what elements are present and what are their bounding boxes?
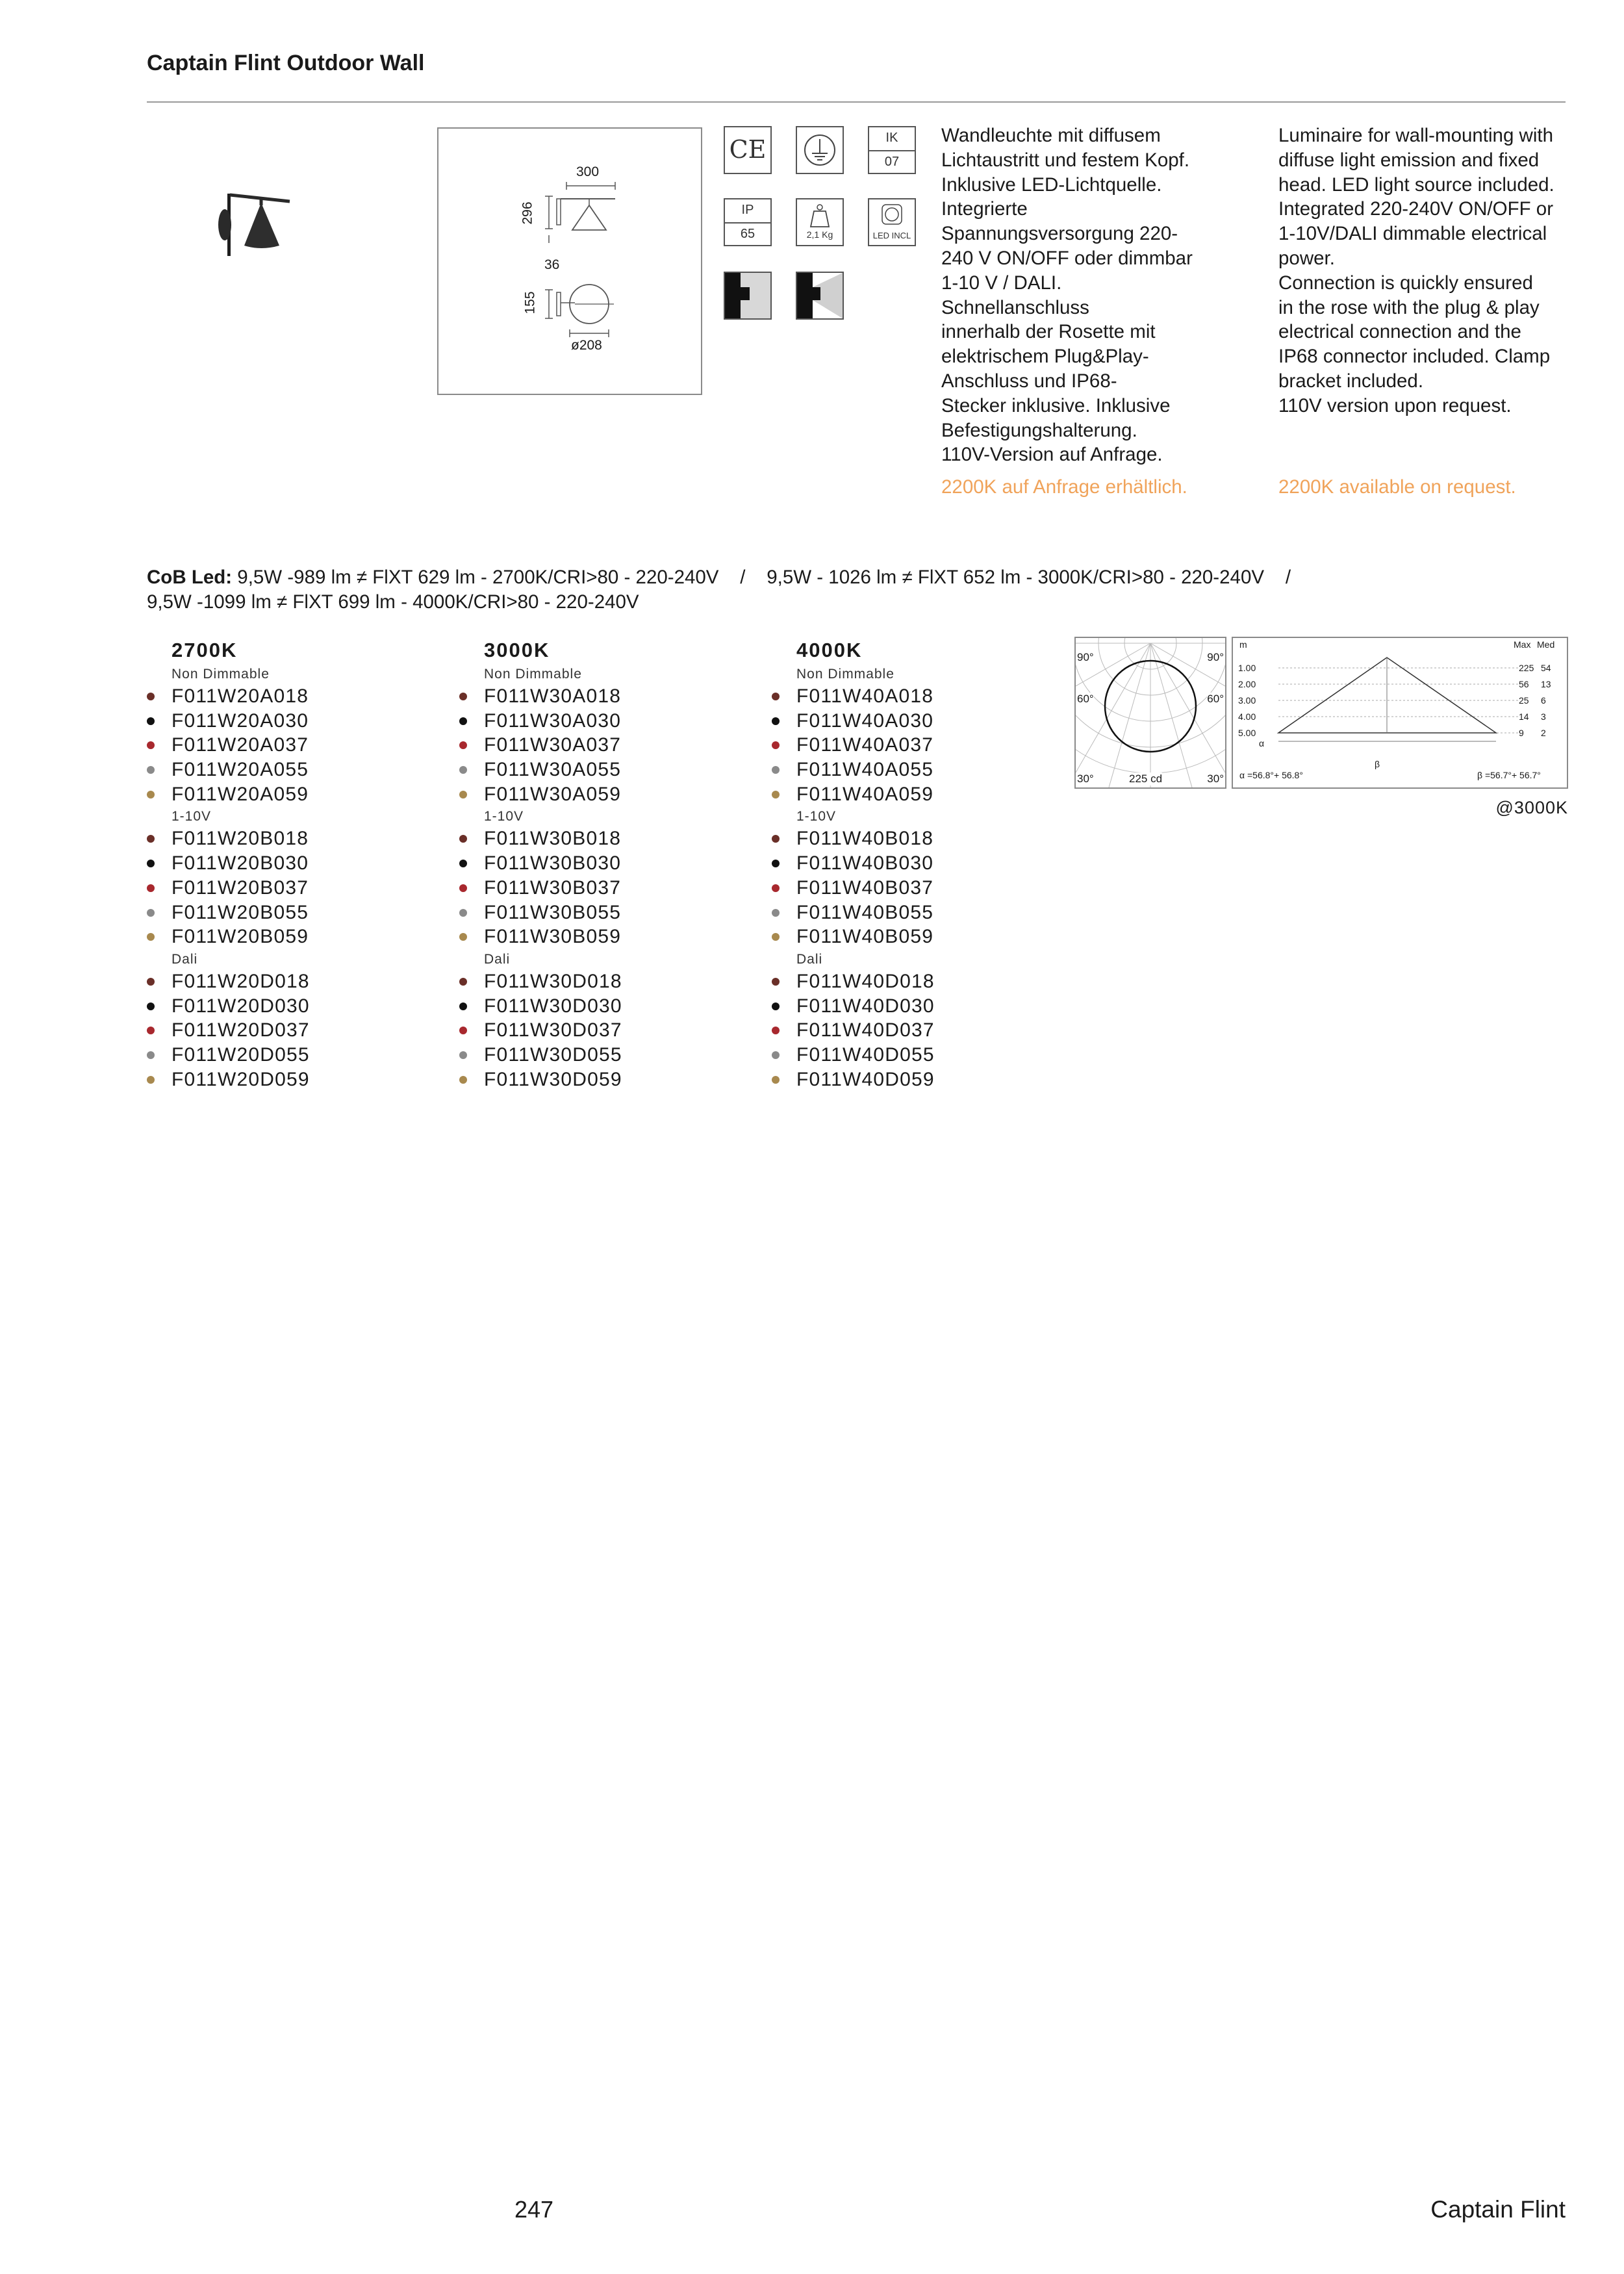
- list-item: F011W30B030: [459, 851, 758, 876]
- ik-rating-icon: IK 07: [868, 126, 916, 174]
- finish-swatch: [147, 884, 155, 892]
- list-item: F011W30D055: [459, 1043, 758, 1067]
- list-item: F011W40A030: [772, 709, 1071, 734]
- finish-swatch: [147, 791, 155, 798]
- list-item: F011W20B059: [147, 925, 446, 949]
- code-column-4000k: [772, 637, 1071, 1092]
- finish-swatch: [459, 933, 467, 941]
- list-item: F011W40A018: [772, 684, 1071, 709]
- led-included-icon: LED INCL: [868, 198, 916, 246]
- finish-swatch: [459, 1076, 467, 1084]
- light-cone-diagram: m Max Med 1.00 2.00 3.00 4.00 5.00 225 56 25 14 9 54 13 6 3 2 α β α =56.8°+ 56.8° β =56.7°+ 56.7°: [1232, 637, 1568, 789]
- list-item: F011W20A030: [147, 709, 446, 734]
- finish-swatch: [459, 766, 467, 774]
- list-item: F011W30A037: [459, 733, 758, 758]
- light-emission-icon: [724, 272, 772, 320]
- ip-rating-icon: IP 65: [724, 198, 772, 246]
- finish-swatch: [147, 835, 155, 843]
- finish-swatch: [459, 741, 467, 749]
- finish-swatch: [772, 741, 780, 749]
- list-item: F011W20D037: [147, 1018, 446, 1043]
- group-label: Dali: [171, 951, 198, 967]
- page-title: Captain Flint Outdoor Wall: [147, 51, 425, 75]
- column-temp: 2700K: [171, 639, 238, 661]
- list-item: F011W40D059: [772, 1067, 1071, 1092]
- finish-swatch: [147, 1051, 155, 1059]
- list-item: F011W30A018: [459, 684, 758, 709]
- list-item: F011W30A030: [459, 709, 758, 734]
- finish-swatch: [459, 860, 467, 867]
- finish-swatch: [459, 978, 467, 986]
- list-item: F011W40D055: [772, 1043, 1071, 1067]
- code-column-3000k: [459, 637, 758, 1092]
- finish-swatch: [459, 1003, 467, 1010]
- finish-swatch: [147, 909, 155, 917]
- product-image: [207, 187, 298, 265]
- finish-swatch: [772, 717, 780, 725]
- group-label: 1-10V: [171, 809, 212, 824]
- availability-note-en: 2200K available on request.: [1278, 476, 1516, 498]
- header-divider: [147, 101, 1566, 103]
- finish-swatch: [459, 717, 467, 725]
- finish-swatch: [772, 978, 780, 986]
- finish-swatch: [772, 1051, 780, 1059]
- group-label: Non Dimmable: [171, 667, 270, 682]
- list-item: F011W40B018: [772, 826, 1071, 851]
- list-item: F011W20D030: [147, 994, 446, 1019]
- finish-swatch: [147, 693, 155, 700]
- polar-light-diagram: 90° 90° 60° 60° 30° 30° 225 cd: [1074, 637, 1226, 789]
- dim-width: 300: [576, 164, 600, 179]
- finish-swatch: [459, 835, 467, 843]
- list-item: F011W20B030: [147, 851, 446, 876]
- finish-swatch: [147, 1027, 155, 1034]
- group-label: Non Dimmable: [796, 667, 894, 682]
- ground-symbol-icon: [796, 126, 844, 174]
- list-item: F011W40A059: [772, 782, 1071, 807]
- dim-height: 296: [520, 201, 535, 225]
- list-item: F011W40A037: [772, 733, 1071, 758]
- description-de: Wandleuchte mit diffusem Lichtaustritt und festem Kopf. Inklusive LED-Lichtquelle. Integrierte Spannungsversorgung 220- 240 V ON/OFF oder dimmbar 1-10 V / DALI. Schnellanschluss innerhalb der Rosette mit elektrischem Plug&Play- Anschluss und IP68- Stecker inklusive. Inklusive Befestigungshalterung. 110V-Version auf Anfrage. 2200K auf Anfrage erhältlich.: [941, 123, 1227, 500]
- list-item: F011W20A059: [147, 782, 446, 807]
- finish-swatch: [772, 1027, 780, 1034]
- list-item: F011W20B055: [147, 901, 446, 925]
- group-label: 1-10V: [796, 809, 837, 824]
- list-item: F011W20A055: [147, 758, 446, 782]
- list-item: F011W40D030: [772, 994, 1071, 1019]
- list-item: F011W40B030: [772, 851, 1071, 876]
- group-label: 1-10V: [484, 809, 524, 824]
- list-item: F011W30B037: [459, 876, 758, 901]
- finish-swatch: [147, 741, 155, 749]
- list-item: F011W20D055: [147, 1043, 446, 1067]
- finish-swatch: [772, 933, 780, 941]
- group-label: Dali: [796, 951, 823, 967]
- finish-swatch: [147, 766, 155, 774]
- finish-swatch: [459, 909, 467, 917]
- finish-swatch: [772, 791, 780, 798]
- group-label: Non Dimmable: [484, 667, 582, 682]
- finish-swatch: [772, 1076, 780, 1084]
- code-column-2700k: [147, 637, 446, 1092]
- weight-icon: 2,1 Kg: [796, 198, 844, 246]
- list-item: F011W40B059: [772, 925, 1071, 949]
- list-item: F011W40D037: [772, 1018, 1071, 1043]
- list-item: F011W20B037: [147, 876, 446, 901]
- finish-swatch: [772, 766, 780, 774]
- list-item: F011W30A059: [459, 782, 758, 807]
- finish-swatch: [147, 933, 155, 941]
- finish-swatch: [459, 884, 467, 892]
- list-item: F011W20B018: [147, 826, 446, 851]
- column-temp: 4000K: [796, 639, 863, 661]
- finish-swatch: [459, 1027, 467, 1034]
- finish-swatch: [772, 1003, 780, 1010]
- dimension-drawing: [437, 127, 702, 395]
- group-label: Dali: [484, 951, 511, 967]
- column-temp: 3000K: [484, 639, 550, 661]
- cob-led-specs: CoB Led: 9,5W -989 lm ≠ FlXT 629 lm - 2700K/CRI>80 - 220-240V / 9,5W - 1026 lm ≠ FlXT 652 lm - 3000K/CRI>80 - 220-240V / 9,5W -1099 lm ≠ FlXT 699 lm - 4000K/CRI>80 - 220-240V: [147, 567, 1291, 613]
- list-item: F011W20D059: [147, 1067, 446, 1092]
- dim-diameter: ø208: [571, 338, 602, 353]
- finish-swatch: [147, 717, 155, 725]
- ce-mark-icon: CE: [724, 126, 772, 174]
- finish-swatch: [772, 835, 780, 843]
- finish-swatch: [147, 978, 155, 986]
- list-item: F011W30D018: [459, 969, 758, 994]
- finish-swatch: [772, 884, 780, 892]
- list-item: F011W30B059: [459, 925, 758, 949]
- footer-title: Captain Flint: [1430, 2196, 1566, 2223]
- finish-swatch: [772, 693, 780, 700]
- finish-swatch: [459, 791, 467, 798]
- finish-swatch: [772, 860, 780, 867]
- list-item: F011W20D018: [147, 969, 446, 994]
- list-item: F011W20A018: [147, 684, 446, 709]
- photometry-cct-note: @3000K: [1495, 798, 1568, 817]
- finish-swatch: [147, 1076, 155, 1084]
- list-item: F011W20A037: [147, 733, 446, 758]
- dim-plate-height: 155: [522, 291, 538, 314]
- light-diffusion-icon: [796, 272, 844, 320]
- list-item: F011W40B037: [772, 876, 1071, 901]
- list-item: F011W40A055: [772, 758, 1071, 782]
- dim-depth: 36: [544, 257, 560, 272]
- list-item: F011W30B055: [459, 901, 758, 925]
- finish-swatch: [772, 909, 780, 917]
- list-item: F011W30D059: [459, 1067, 758, 1092]
- list-item: F011W30B018: [459, 826, 758, 851]
- finish-swatch: [147, 860, 155, 867]
- list-item: F011W30A055: [459, 758, 758, 782]
- finish-swatch: [459, 1051, 467, 1059]
- list-item: F011W30D030: [459, 994, 758, 1019]
- list-item: F011W30D037: [459, 1018, 758, 1043]
- availability-note-de: 2200K auf Anfrage erhältlich.: [941, 476, 1187, 498]
- page-number: 247: [514, 2196, 554, 2223]
- finish-swatch: [147, 1003, 155, 1010]
- description-en: Luminaire for wall-mounting with diffuse light emission and fixed head. LED light source included. Integrated 220-240V ON/OFF or 1-10V/DALI dimmable electrical power. Connection is quickly ensured in the rose with the plug & play electrical connection and the IP68 connector included. Clamp bracket included. 110V version upon request. 2200K available on request.: [1278, 123, 1571, 500]
- list-item: F011W40D018: [772, 969, 1071, 994]
- list-item: F011W40B055: [772, 901, 1071, 925]
- finish-swatch: [459, 693, 467, 700]
